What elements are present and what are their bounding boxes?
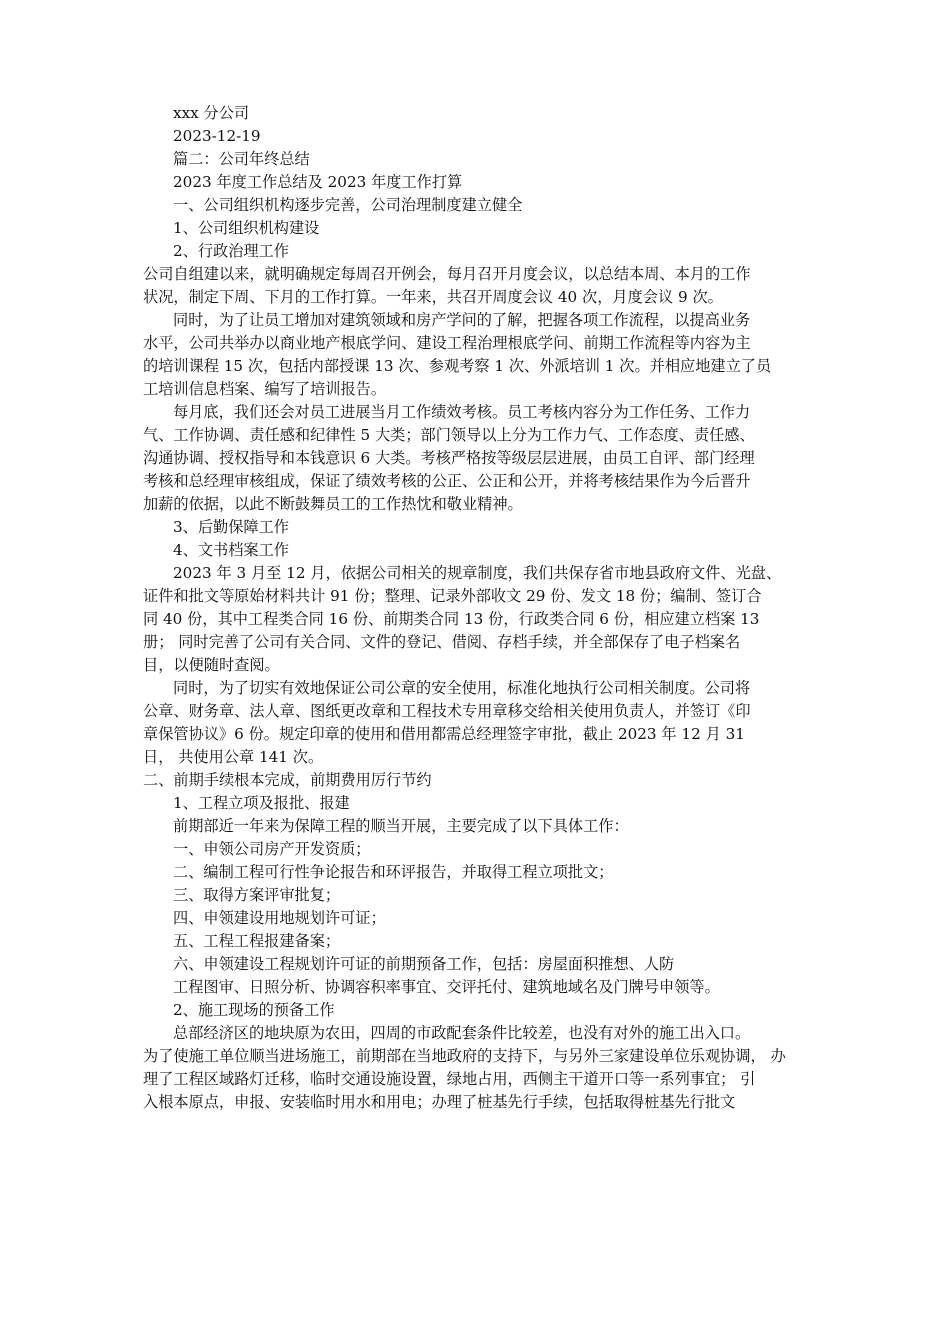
text-line: 目，以便随时查阅。 (143, 656, 280, 674)
text-line: 水平，公司共举办以商业地产根底学问、建设工程治理根底学问、前期工作流程等内容为主 (143, 334, 751, 352)
text-line: 二、编制工程可行性争论报告和环评报告，并取得工程立项批文； (173, 863, 614, 881)
text-line: 篇二：公司年终总结 (173, 150, 310, 168)
text-line: 4、文书档案工作 (173, 541, 289, 559)
text-line: 2023-12-19 (173, 127, 261, 145)
text-line: 状况，制定下周、下月的工作打算。一年来，共召开周度会议 40 次，月度会议 9 次。 (143, 288, 723, 306)
text-line: 三、取得方案评审批复； (173, 886, 341, 904)
text-line: 入根本原点，申报、安装临时用水和用电；办理了桩基先行手续，包括取得桩基先行批文 (143, 1093, 736, 1111)
text-line: 二、前期手续根本完成，前期费用厉行节约 (143, 771, 432, 789)
text-line: 总部经济区的地块原为农田，四周的市政配套条件比较差，也没有对外的施工出入口。 (173, 1024, 751, 1042)
text-line: 考核和总经理审核组成，保证了绩效考核的公正、公正和公开，并将考核结果作为今后晋升 (143, 472, 751, 490)
text-line: 五、工程工程报建备案； (173, 932, 341, 950)
text-line: 同时，为了让员工增加对建筑领域和房产学问的了解，把握各项工作流程，以提高业务 (173, 311, 751, 329)
text-line: 2023 年度工作总结及 2023 年度工作打算 (173, 173, 463, 191)
text-line: 证件和批文等原始材料共计 91 份；整理、记录外部收文 29 份、发文 18 份；编制、签订合 (143, 587, 762, 605)
text-line: 气、工作协调、责任感和纪律性 5 大类；部门领导以上分为工作力气、工作态度、责任感、 (143, 426, 755, 444)
text-line: 每月底，我们还会对员工进展当月工作绩效考核。员工考核内容分为工作任务、工作力 (173, 403, 751, 421)
text-line: 前期部近一年来为保障工程的顺当开展，主要完成了以下具体工作： (173, 817, 629, 835)
text-line: 2、施工现场的预备工作 (173, 1001, 335, 1019)
text-line: 公司自组建以来，就明确规定每周召开例会，每月召开月度会议，以总结本周、本月的工作 (143, 265, 751, 283)
text-line: 六、申领建设工程规划许可证的前期预备工作，包括：房屋面积推想、人防 (173, 955, 675, 973)
text-line: 同 40 份，其中工程类合同 16 份、前期类合同 13 份，行政类合同 6 份，相应建立档案 13 (143, 610, 760, 628)
text-line: 一、公司组织机构逐步完善，公司治理制度建立健全 (173, 196, 523, 214)
text-line: 工培训信息档案、编写了培训报告。 (143, 380, 386, 398)
text-line: 一、申领公司房产开发资质； (173, 840, 371, 858)
text-line: 章保管协议》6 份。规定印章的使用和借用都需总经理签字审批，截止 2023 年 12 月 31 (143, 725, 745, 743)
text-line: 同时，为了切实有效地保证公司公章的安全使用，标准化地执行公司相关制度。公司将 (173, 679, 751, 697)
text-line: 2023 年 3 月至 12 月，依据公司相关的规章制度，我们共保存省市地县政府文件、光盘、 (173, 564, 782, 582)
text-line: 四、申领建设用地规划许可证； (173, 909, 386, 927)
text-line: 沟通协调、授权指导和本钱意识 6 大类。考核严格按等级层层进展，由员工自评、部门经理 (143, 449, 755, 467)
text-line: 加薪的依据，以此不断鼓舞员工的工作热忱和敬业精神。 (143, 495, 523, 513)
text-line: 册； 同时完善了公司有关合同、文件的登记、借阅、存档手续，并全部保存了电子档案名 (143, 633, 741, 651)
text-line: 3、后勤保障工作 (173, 518, 289, 536)
text-line: 1、公司组织机构建设 (173, 219, 320, 237)
text-line: 1、工程立项及报批、报建 (173, 794, 350, 812)
text-line: 2、行政治理工作 (173, 242, 289, 260)
text-line: 为了使施工单位顺当进场施工，前期部在当地政府的支持下，与另外三家建设单位乐观协调， 办 (143, 1047, 786, 1065)
text-line: 理了工程区域路灯迁移，临时交通设施设置，绿地占用，西侧主干道开口等一系列事宜； 引 (143, 1070, 756, 1088)
text-line: 日， 共使用公章 141 次。 (143, 748, 324, 766)
text-line: xxx 分公司 (173, 104, 250, 122)
text-line: 工程图审、日照分析、协调容积率事宜、交评托付、建筑地域名及门牌号申领等。 (173, 978, 720, 996)
text-line: 的培训课程 15 次，包括内部授课 13 次、参观考察 1 次、外派培训 1 次。并相应地建立了员 (143, 357, 772, 375)
text-line: 公章、财务章、法人章、图纸更改章和工程技术专用章移交给相关使用负责人，并签订《印 (143, 702, 751, 720)
